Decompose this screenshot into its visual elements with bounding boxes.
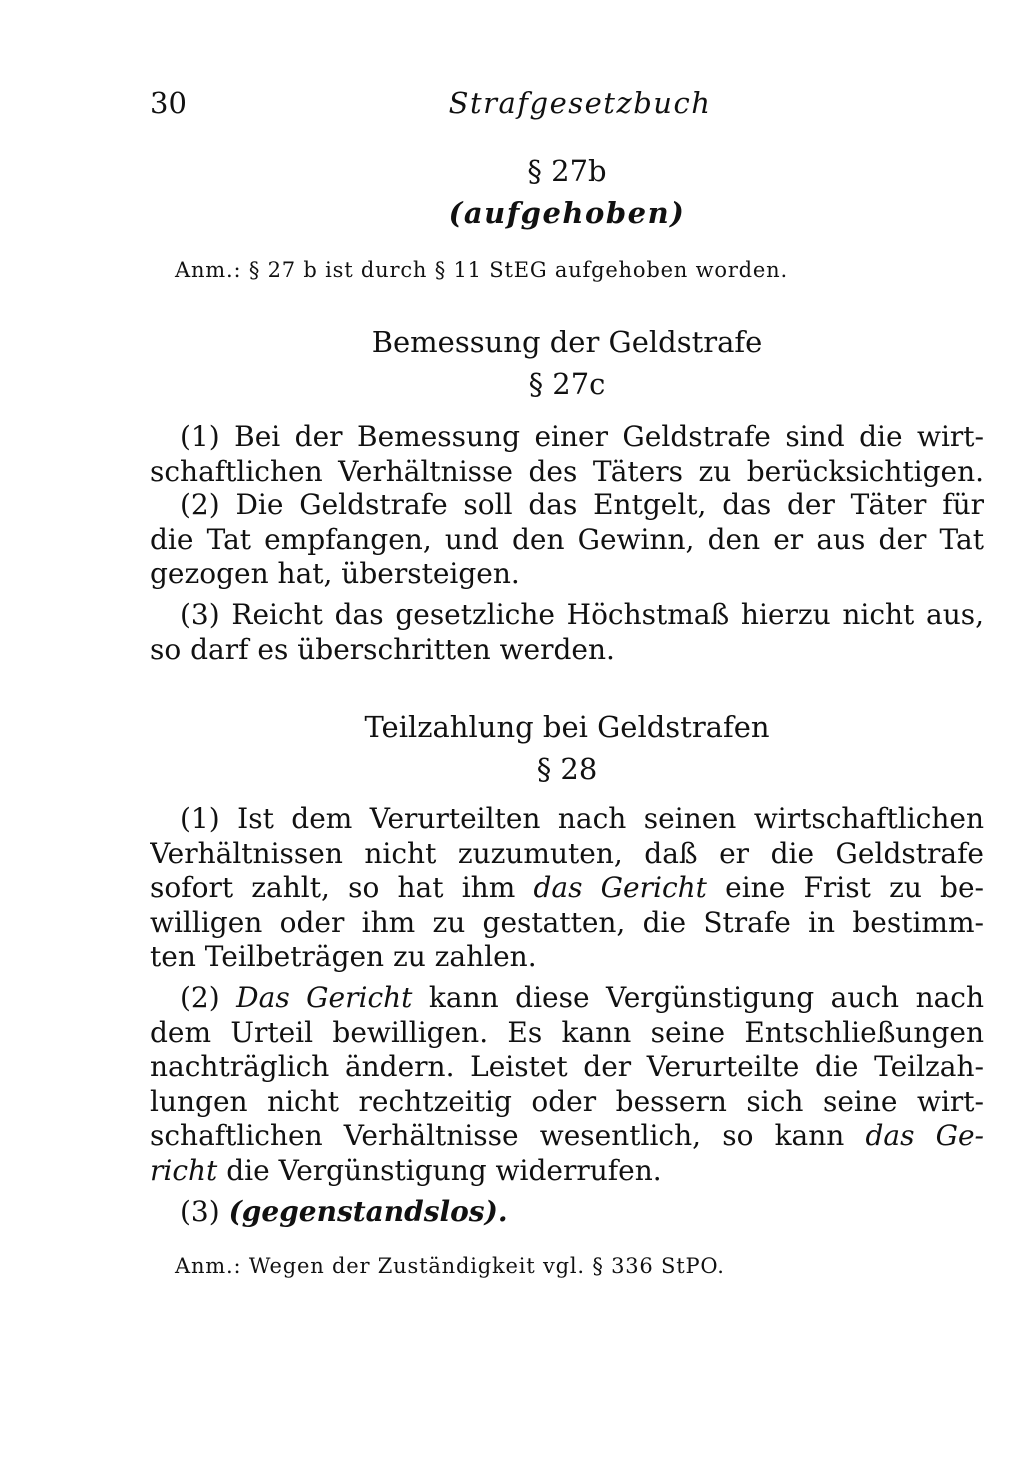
text-line: [150, 1195, 984, 1230]
text-run: (2): [180, 981, 237, 1014]
text-line: Verhältnissen nicht zuzumuten, daß er die Geldstrafe: [150, 836, 984, 870]
text-line: dem Urteil bewilligen. Es kann seine Entschließungen: [150, 1015, 984, 1049]
emphasis-das-gericht: das Gericht: [533, 871, 707, 904]
text-line: so darf es überschritten werden.: [150, 632, 615, 666]
text-line: die Tat empfangen, und den Gewinn, den er aus der Tat: [150, 522, 984, 556]
text-run: (3): [180, 1195, 229, 1228]
text-line: (1) Ist dem Verurteilten nach seinen wirtschaftlichen: [180, 802, 984, 835]
section-28-paragraph-1: [150, 802, 984, 975]
text-line: gezogen hat, übersteigen.: [150, 557, 520, 590]
text-run: eine Frist zu be-: [706, 871, 984, 904]
section-27b-number: § 27b: [527, 154, 607, 188]
text-run: kann diese Vergünstigung auch nach: [412, 981, 984, 1014]
section-27c-paragraph-1: [150, 420, 984, 489]
section-27c-paragraph-3: [150, 598, 984, 667]
section-28-number: § 28: [536, 752, 598, 786]
section-28-note: Anm.: Wegen der Zuständigkeit vgl. § 336 StPO.: [175, 1254, 725, 1278]
text-line: (2) Die Geldstrafe soll das Entgelt, das der Täter für: [180, 488, 984, 521]
text-line: (1) Bei der Bemessung einer Geldstrafe sind die wirt-: [180, 420, 984, 453]
running-title: Strafgesetzbuch: [448, 86, 712, 120]
section-28-paragraph-2: [150, 981, 984, 1188]
text-run: sofort zahlt, so hat ihm: [150, 871, 534, 904]
emphasis-das-gericht: Das Gericht: [236, 981, 413, 1014]
section-27b-status: (aufgehoben): [448, 196, 686, 230]
page-number: 30: [150, 86, 187, 120]
text-line: willigen oder ihm zu gestatten, die Strafe in bestimm-: [150, 905, 984, 939]
gegenstandslos-text: (gegenstandslos).: [228, 1195, 508, 1228]
text-line: [150, 1154, 984, 1189]
text-run: die Vergünstigung widerrufen.: [217, 1153, 662, 1187]
text-line: [150, 1119, 984, 1154]
emphasis-das-gericht: richt: [150, 1153, 218, 1187]
text-line: [150, 871, 984, 906]
section-28-paragraph-3: [150, 1195, 984, 1230]
text-line: ten Teilbeträgen zu zahlen.: [150, 940, 537, 973]
text-line: [150, 981, 984, 1016]
text-line: schaftlichen Verhältnisse des Täters zu berücksichtigen.: [150, 454, 984, 488]
text-line: lungen nicht rechtzeitig oder bessern sich seine wirt-: [150, 1084, 984, 1118]
section-27c-number: § 27c: [528, 367, 606, 401]
section-27c-heading: Bemessung der Geldstrafe: [371, 325, 763, 359]
section-27c-paragraph-2: [150, 488, 984, 592]
text-line: (3) Reicht das gesetzliche Höchstmaß hierzu nicht aus,: [180, 598, 984, 631]
text-run: schaftlichen Verhältnisse wesentlich, so kann: [150, 1119, 866, 1152]
section-27b-note: Anm.: § 27 b ist durch § 11 StEG aufgehoben worden.: [175, 258, 788, 282]
emphasis-das-gericht: das Ge-: [865, 1119, 984, 1152]
section-28-heading: Teilzahlung bei Geldstrafen: [364, 710, 770, 744]
text-line: nachträglich ändern. Leistet der Verurteilte die Teilzah-: [150, 1050, 984, 1083]
